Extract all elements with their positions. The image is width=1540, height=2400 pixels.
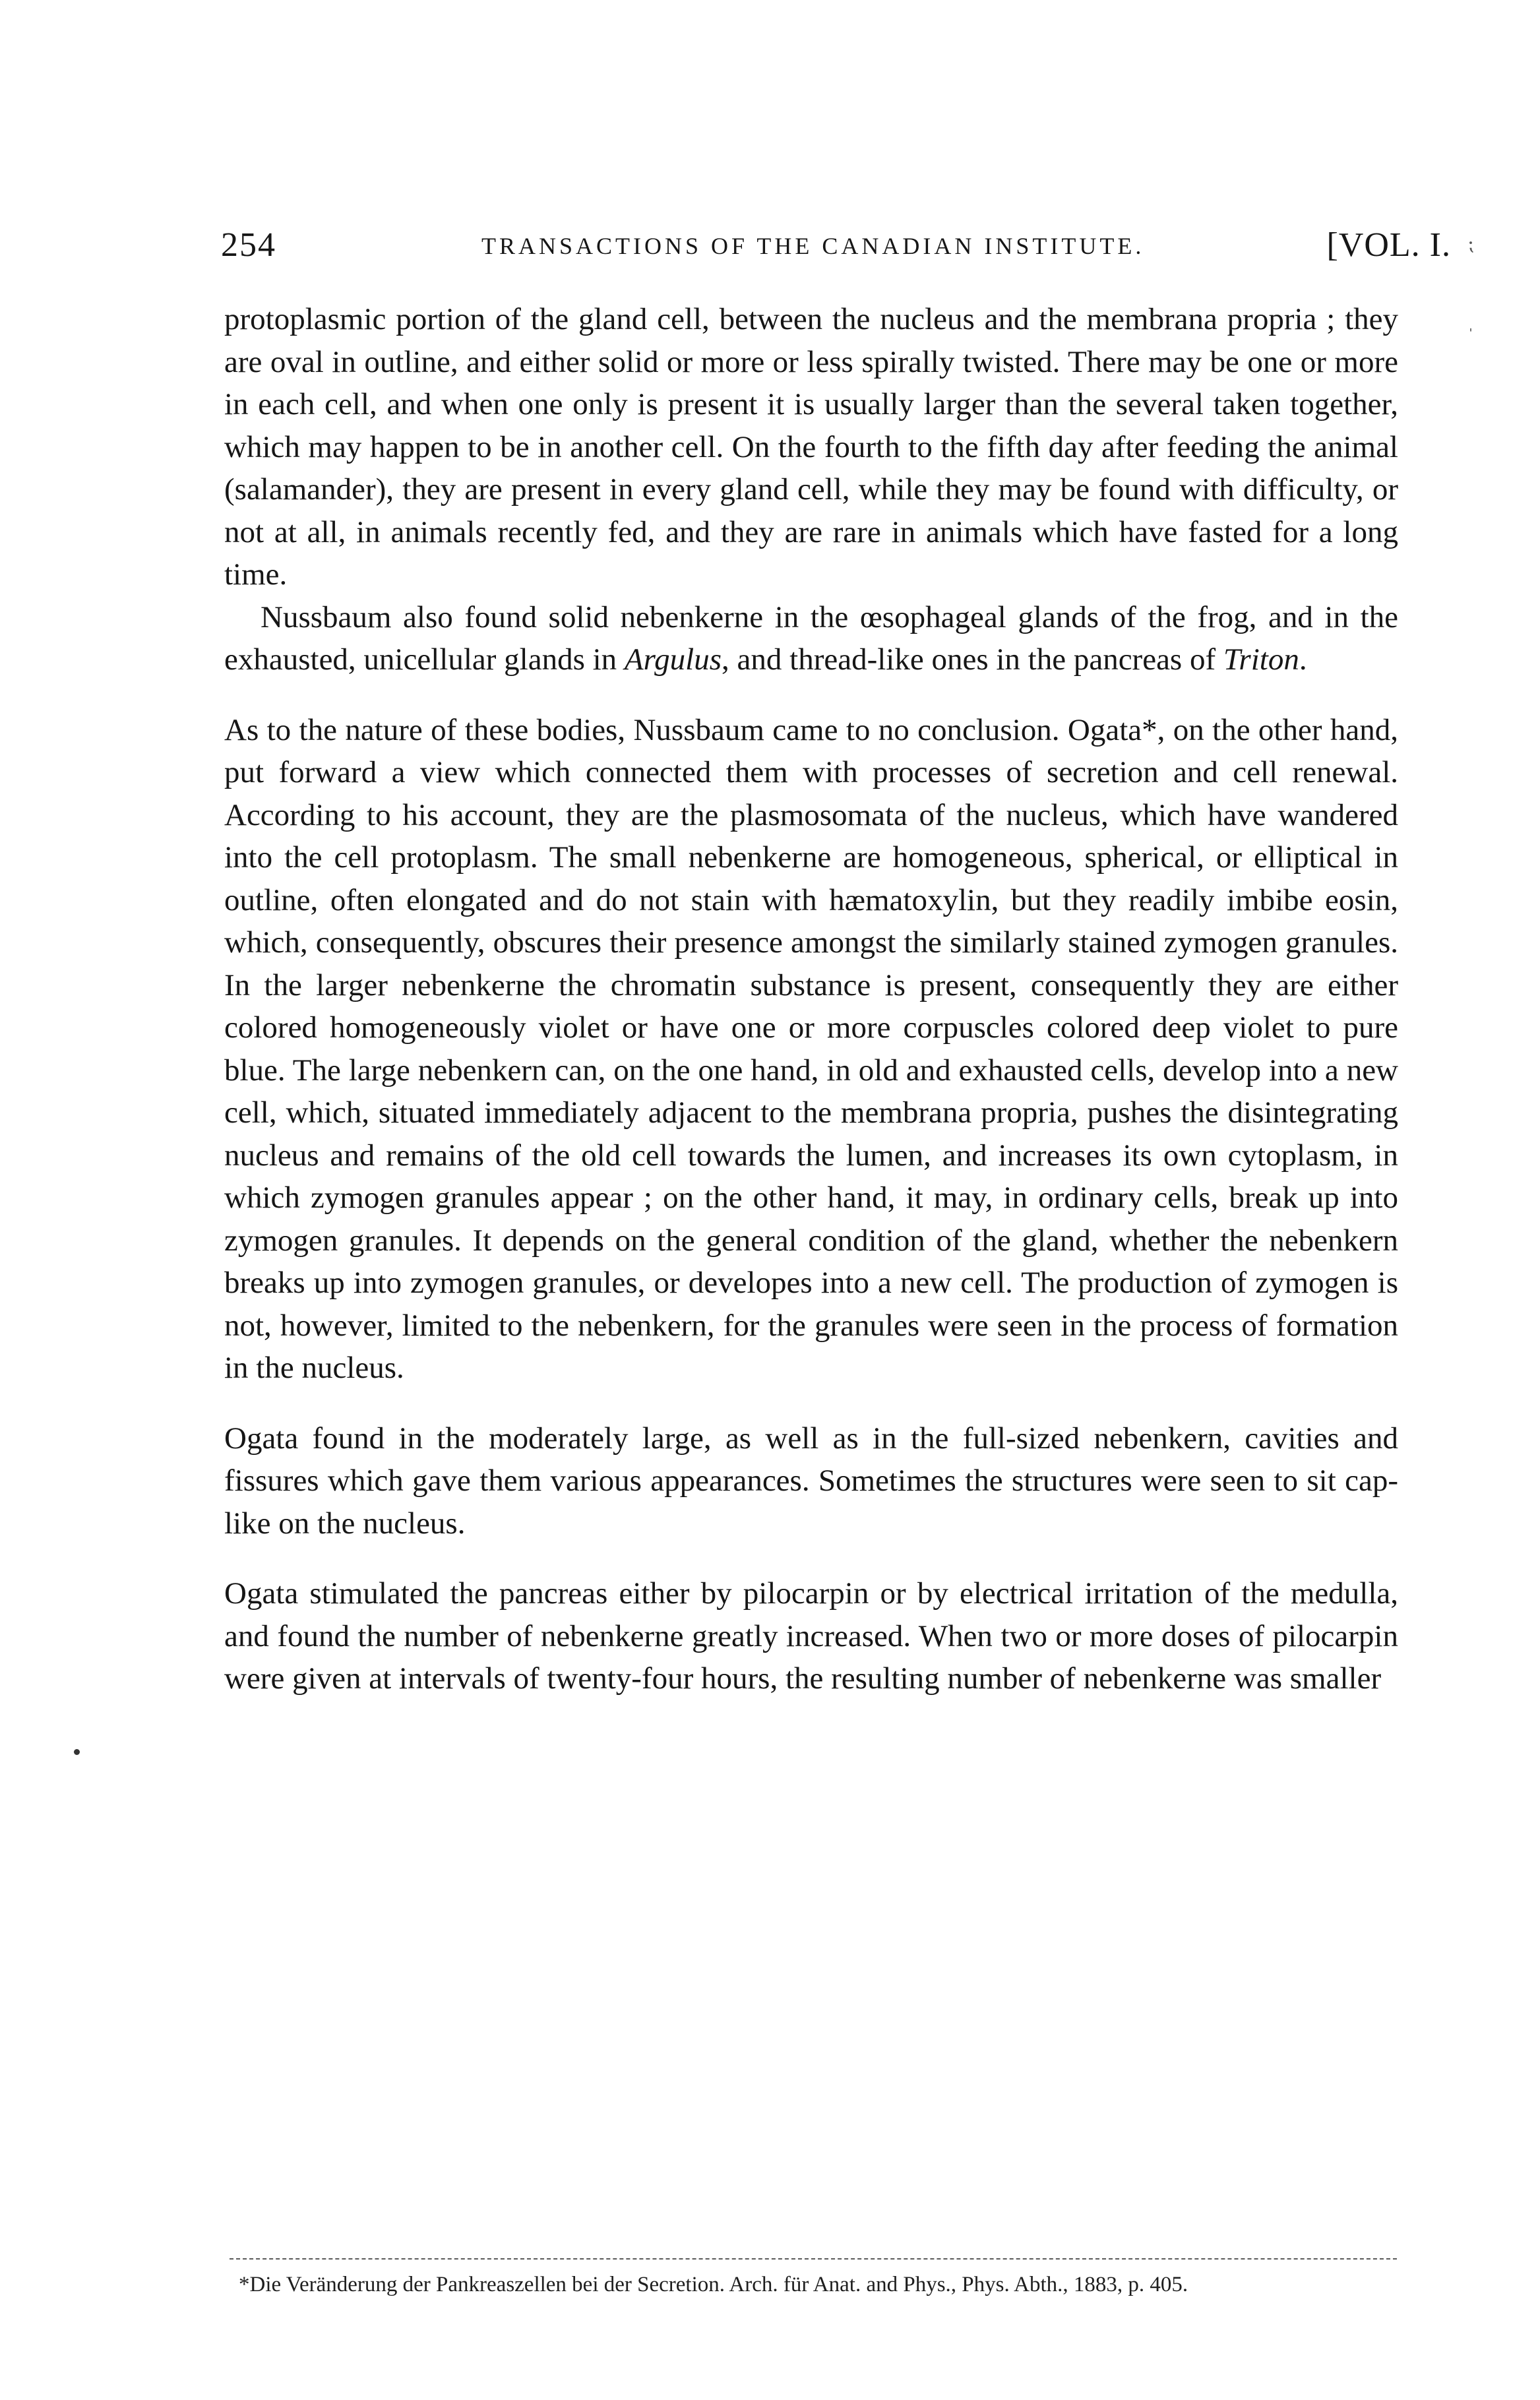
footnote-rule: [230, 2258, 1397, 2260]
genus-argulus: Argulus: [624, 642, 722, 677]
genus-triton: Triton: [1223, 642, 1299, 677]
journal-title: TRANSACTIONS OF THE CANADIAN INSTITUTE.: [481, 233, 1145, 259]
margin-dot: [74, 1749, 80, 1755]
paragraph-1: protoplasmic portion of the gland cell, between the nucleus and the membrana propria ; they are oval in outline, and either solid or more or less spirally twisted. There may be one or more in each cell, and when one only is present it is usually larger than the several taken together, which may happen to be in another cell. On the fourth to the fifth day after feeding the animal (salamander), they are present in every gland cell, while they may be found with difficulty, or not at all, in animals recently fed, and they are rare in animals which have fasted for a long time.: [224, 302, 1398, 592]
page-number: 254: [221, 226, 276, 264]
margin-tick: ⁏: [1467, 233, 1475, 255]
paragraph-2-middle: , and thread-like ones in the pancreas of: [722, 642, 1223, 677]
footnote: *Die Veränderung der Pankreaszellen bei der Secretion. Arch. für Anat. and Phys., Phys. Abth., 1883, p. 405.: [239, 2273, 1188, 2296]
paragraph-3: As to the nature of these bodies, Nussbaum came to no conclusion. Ogata*, on the other hand, put forward a view which connected them with processes of secretion and cell renewal. According to his account, they are the plasmosomata of the nucleus, which have wandered into the cell protoplasm. The small nebenkerne are homogeneous, spherical, or elliptical in outline, often elongated and do not stain with hæmatoxylin, but they readily imbibe eosin, which, consequently, obscures their presence amongst the similarly stained zymogen granules. In the larger nebenkerne the chromatin substance is present, consequently they are either colored homogeneously violet or have one or more corpuscles colored deep violet to pure blue. The large nebenkern can, on the one hand, in old and exhausted cells, develop into a new cell, which, situated immediately adjacent to the membrana propria, pushes the disintegrating nucleus and remains of the old cell towards the lumen, and increases its own cytoplasm, in which zymogen granules appear ; on the other hand, it may, in ordinary cells, break up into zymogen granules. It depends on the general condition of the gland, whether the nebenkern breaks up into zymogen granules, or developes into a new cell. The production of zymogen is not, however, limited to the nebenkern, for the granules were seen in the process of formation in the nucleus.: [224, 712, 1398, 1385]
margin-tick: ˌ: [1467, 310, 1474, 332]
paragraph-2: [224, 596, 1398, 681]
paragraph-2-start: Nussbaum also found solid nebenkerne in the œsophageal glands of the frog, and in the exhausted, unicellular glands in: [224, 600, 1398, 677]
paragraph-5: Ogata stimulated the pancreas either by pilocarpin or by electrical irritation of the medulla, and found the number of nebenkerne greatly increased. When two or more doses of pilocarpin were given at intervals of twenty-four hours, the resulting number of nebenkerne was smaller: [224, 1576, 1398, 1696]
paragraph-4: Ogata found in the moderately large, as well as in the full-sized nebenkern, cavities and fissures which gave them various appearances. Sometimes the structures were seen to sit cap-like on the nucleus.: [224, 1421, 1398, 1541]
body-text: [224, 298, 1398, 1700]
running-head: [221, 226, 1451, 272]
paragraph-2-end: .: [1299, 642, 1307, 677]
volume-label: [VOL. I.: [1326, 226, 1451, 264]
